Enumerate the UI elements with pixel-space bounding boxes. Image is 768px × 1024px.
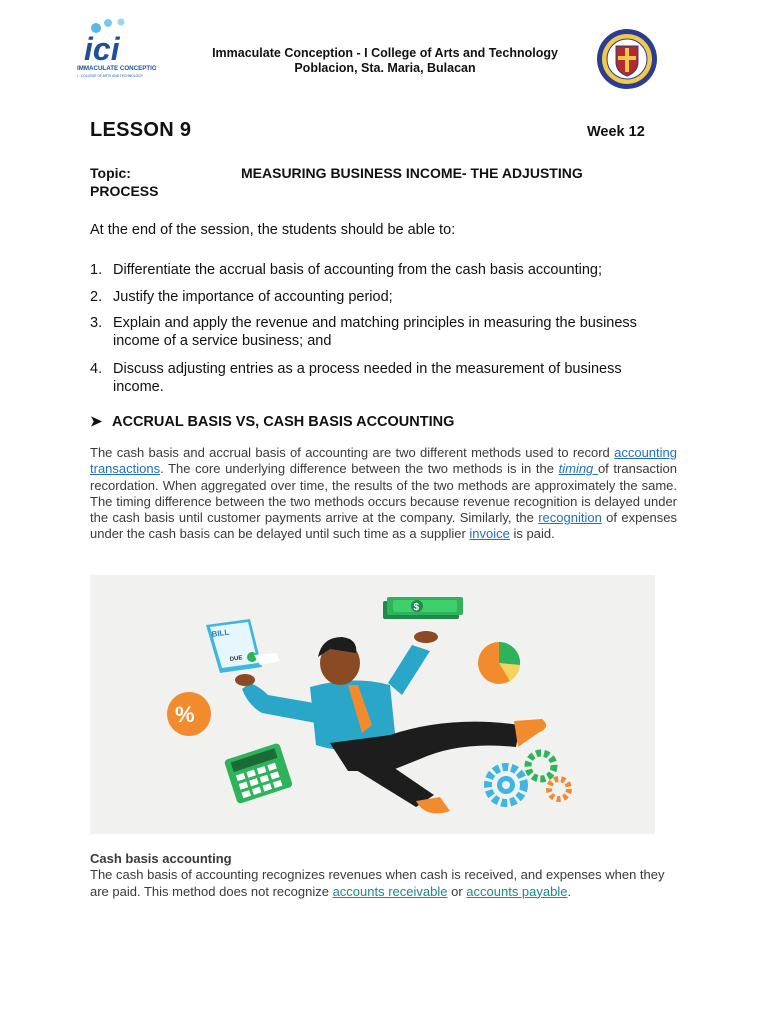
paragraph-text: The cash basis of accounting recognizes revenues when cash is received, and expenses when they are paid. This method does not recognize: [90, 867, 665, 899]
logo-tagline: I - COLLEGE OF ARTS AND TECHNOLOGY: [77, 74, 144, 78]
cash-basis-heading: Cash basis accounting: [90, 851, 232, 866]
objective-item: [90, 314, 670, 350]
timing-link[interactable]: timing: [558, 461, 598, 477]
objective-item: [90, 360, 670, 396]
paragraph-text: The cash basis and accrual basis of accounting are two different methods used to record: [90, 445, 615, 460]
percent-label: %: [175, 702, 195, 727]
school-seal: [596, 28, 658, 90]
arrow-bullet-icon: ➤: [90, 414, 103, 430]
paragraph-text: or: [447, 883, 467, 899]
paragraph-text: . The core underlying difference between the two methods is in the: [160, 461, 559, 477]
topic-title: MEASURING BUSINESS INCOME- THE ADJUSTING: [241, 165, 583, 181]
paragraph-text: is paid.: [509, 526, 555, 542]
paragraph-text: .: [567, 883, 572, 899]
bill-icon: [206, 619, 280, 673]
section-heading: [90, 414, 454, 430]
recognition-link[interactable]: recognition: [538, 510, 602, 526]
topic-title-continued: PROCESS: [90, 183, 159, 199]
invoice-link[interactable]: invoice: [469, 526, 510, 542]
objective-number: 3.: [90, 315, 103, 331]
logo-subtext: IMMACULATE CONCEPTION: [77, 65, 156, 72]
objective-text: Differentiate the accrual basis of accounting from the cash basis accounting;: [113, 262, 602, 278]
calculator-icon: [224, 743, 293, 805]
objective-text: Explain and apply the revenue and matching principles in measuring the business income of a service business; and: [113, 315, 637, 349]
bill-label: BILL: [211, 627, 230, 639]
college-logo: [74, 16, 156, 82]
objective-text: Discuss adjusting entries as a process needed in the measurement of business income.: [113, 361, 622, 395]
school-header: [160, 46, 610, 76]
objective-item: [90, 288, 670, 306]
section-heading-text: ACCRUAL BASIS VS, CASH BASIS ACCOUNTING: [112, 414, 455, 430]
money-icon: [383, 597, 463, 619]
accounts-receivable-link[interactable]: accounts receivable: [332, 883, 448, 899]
objective-number: 4.: [90, 361, 103, 377]
objective-text: Justify the importance of accounting period;: [113, 289, 393, 305]
accounting-transactions-link[interactable]: accounting transactions: [90, 445, 677, 477]
dollar-label: $: [413, 602, 420, 613]
gears-icon: [488, 753, 569, 803]
objective-item: [90, 261, 670, 279]
logo-text: ici: [84, 31, 120, 67]
lesson-title: LESSON 9: [90, 119, 192, 141]
objective-number: 1.: [90, 262, 103, 278]
school-address: Poblacion, Sta. Maria, Bulacan: [294, 61, 476, 75]
due-label: DUE: [229, 655, 243, 663]
accrual-vs-cash-paragraph: [90, 445, 677, 543]
week-label: Week 12: [587, 124, 645, 140]
accounting-illustration: [90, 575, 655, 834]
pie-chart-icon: [478, 642, 520, 684]
objectives-intro: At the end of the session, the students should be able to:: [90, 222, 456, 238]
cash-basis-paragraph: [90, 867, 680, 900]
school-name: Immaculate Conception - I College of Arts and Technology: [212, 46, 558, 60]
objective-number: 2.: [90, 289, 103, 305]
paragraph-text: of expenses under the cash basis can be delayed until such time as a supplier: [90, 510, 677, 542]
topic-label: Topic:: [90, 165, 131, 181]
accounts-payable-link[interactable]: accounts payable: [466, 883, 568, 899]
percent-icon: [167, 692, 211, 736]
paragraph-text: of transaction recordation. When aggregated over time, the results of the two methods are approximately the same. The timing difference between the two methods occurs because revenue recognition is delayed under the cash basis until customer payments arrive at the company. Similarly, the: [90, 461, 678, 526]
